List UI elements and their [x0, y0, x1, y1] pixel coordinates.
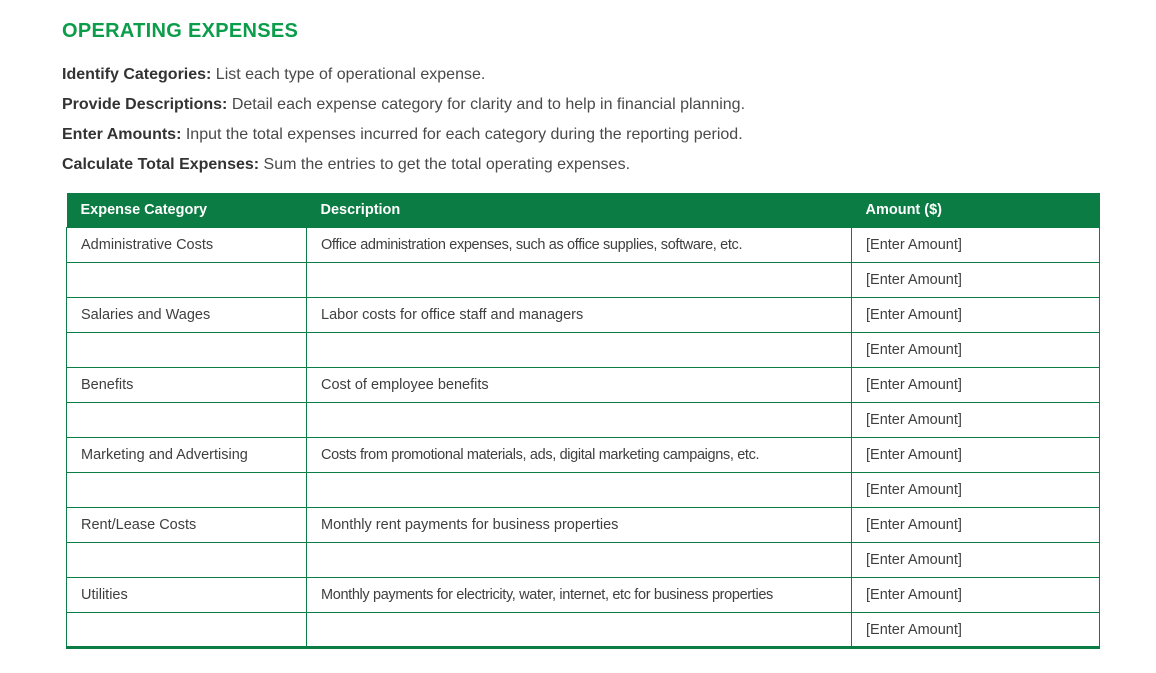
amount-cell[interactable]: [Enter Amount]: [852, 403, 1100, 438]
description-cell[interactable]: [307, 403, 852, 438]
instructions-block: [62, 60, 1099, 180]
category-cell: Administrative Costs: [67, 228, 307, 263]
instruction-text: Input the total expenses incurred for each category during the reporting period.: [181, 126, 743, 143]
amount-cell[interactable]: [Enter Amount]: [852, 333, 1100, 368]
instruction-label: Identify Categories:: [62, 66, 212, 83]
instruction-line: [62, 90, 1099, 120]
table-row: [67, 508, 1100, 543]
category-cell: Rent/Lease Costs: [67, 508, 307, 543]
description-cell: Cost of employee benefits: [307, 368, 852, 403]
category-cell[interactable]: [67, 403, 307, 438]
amount-cell[interactable]: [Enter Amount]: [852, 368, 1100, 403]
category-cell: Utilities: [67, 578, 307, 613]
amount-cell[interactable]: [Enter Amount]: [852, 543, 1100, 578]
description-cell: Labor costs for office staff and managers: [307, 298, 852, 333]
instruction-label: Enter Amounts:: [62, 126, 182, 143]
description-cell: Monthly rent payments for business properties: [307, 508, 852, 543]
amount-cell[interactable]: [Enter Amount]: [852, 298, 1100, 333]
table-row: [67, 403, 1100, 438]
amount-cell[interactable]: [Enter Amount]: [852, 473, 1100, 508]
table-row: [67, 333, 1100, 368]
amount-cell[interactable]: [Enter Amount]: [852, 508, 1100, 543]
table-header-row: [67, 193, 1100, 228]
table-row: [67, 473, 1100, 508]
category-cell: Salaries and Wages: [67, 298, 307, 333]
category-cell[interactable]: [67, 333, 307, 368]
header-expense-category: Expense Category: [67, 193, 307, 228]
amount-cell[interactable]: [Enter Amount]: [852, 613, 1100, 648]
category-cell[interactable]: [67, 263, 307, 298]
table-row: [67, 298, 1100, 333]
table-row: [67, 438, 1100, 473]
expenses-table: [66, 193, 1100, 649]
category-cell[interactable]: [67, 613, 307, 648]
table-row: [67, 613, 1100, 648]
description-cell[interactable]: [307, 613, 852, 648]
page-title: OPERATING EXPENSES: [62, 20, 299, 42]
table-row: [67, 543, 1100, 578]
amount-cell[interactable]: [Enter Amount]: [852, 263, 1100, 298]
description-cell: Costs from promotional materials, ads, digital marketing campaigns, etc.: [307, 438, 852, 473]
instruction-line: [62, 120, 1099, 150]
instruction-label: Provide Descriptions:: [62, 96, 228, 113]
description-cell[interactable]: [307, 473, 852, 508]
instruction-text: List each type of operational expense.: [211, 66, 486, 83]
description-cell: Office administration expenses, such as office supplies, software, etc.: [307, 228, 852, 263]
instruction-text: Sum the entries to get the total operating expenses.: [259, 156, 631, 173]
instruction-text: Detail each expense category for clarity and to help in financial planning.: [227, 96, 746, 113]
amount-cell[interactable]: [Enter Amount]: [852, 438, 1100, 473]
amount-cell[interactable]: [Enter Amount]: [852, 578, 1100, 613]
table-row: [67, 578, 1100, 613]
table-row: [67, 228, 1100, 263]
description-cell: Monthly payments for electricity, water, internet, etc for business properties: [307, 578, 852, 613]
category-cell: Marketing and Advertising: [67, 438, 307, 473]
description-cell[interactable]: [307, 263, 852, 298]
description-cell[interactable]: [307, 543, 852, 578]
amount-cell[interactable]: [Enter Amount]: [852, 228, 1100, 263]
category-cell: Benefits: [67, 368, 307, 403]
instruction-line: [62, 150, 1099, 180]
header-description: Description: [307, 193, 852, 228]
category-cell[interactable]: [67, 473, 307, 508]
category-cell[interactable]: [67, 543, 307, 578]
instruction-label: Calculate Total Expenses:: [62, 156, 260, 173]
header-amount: Amount ($): [852, 193, 1100, 228]
instruction-line: [62, 60, 1099, 90]
description-cell[interactable]: [307, 333, 852, 368]
table-row: [67, 263, 1100, 298]
table-row: [67, 368, 1100, 403]
